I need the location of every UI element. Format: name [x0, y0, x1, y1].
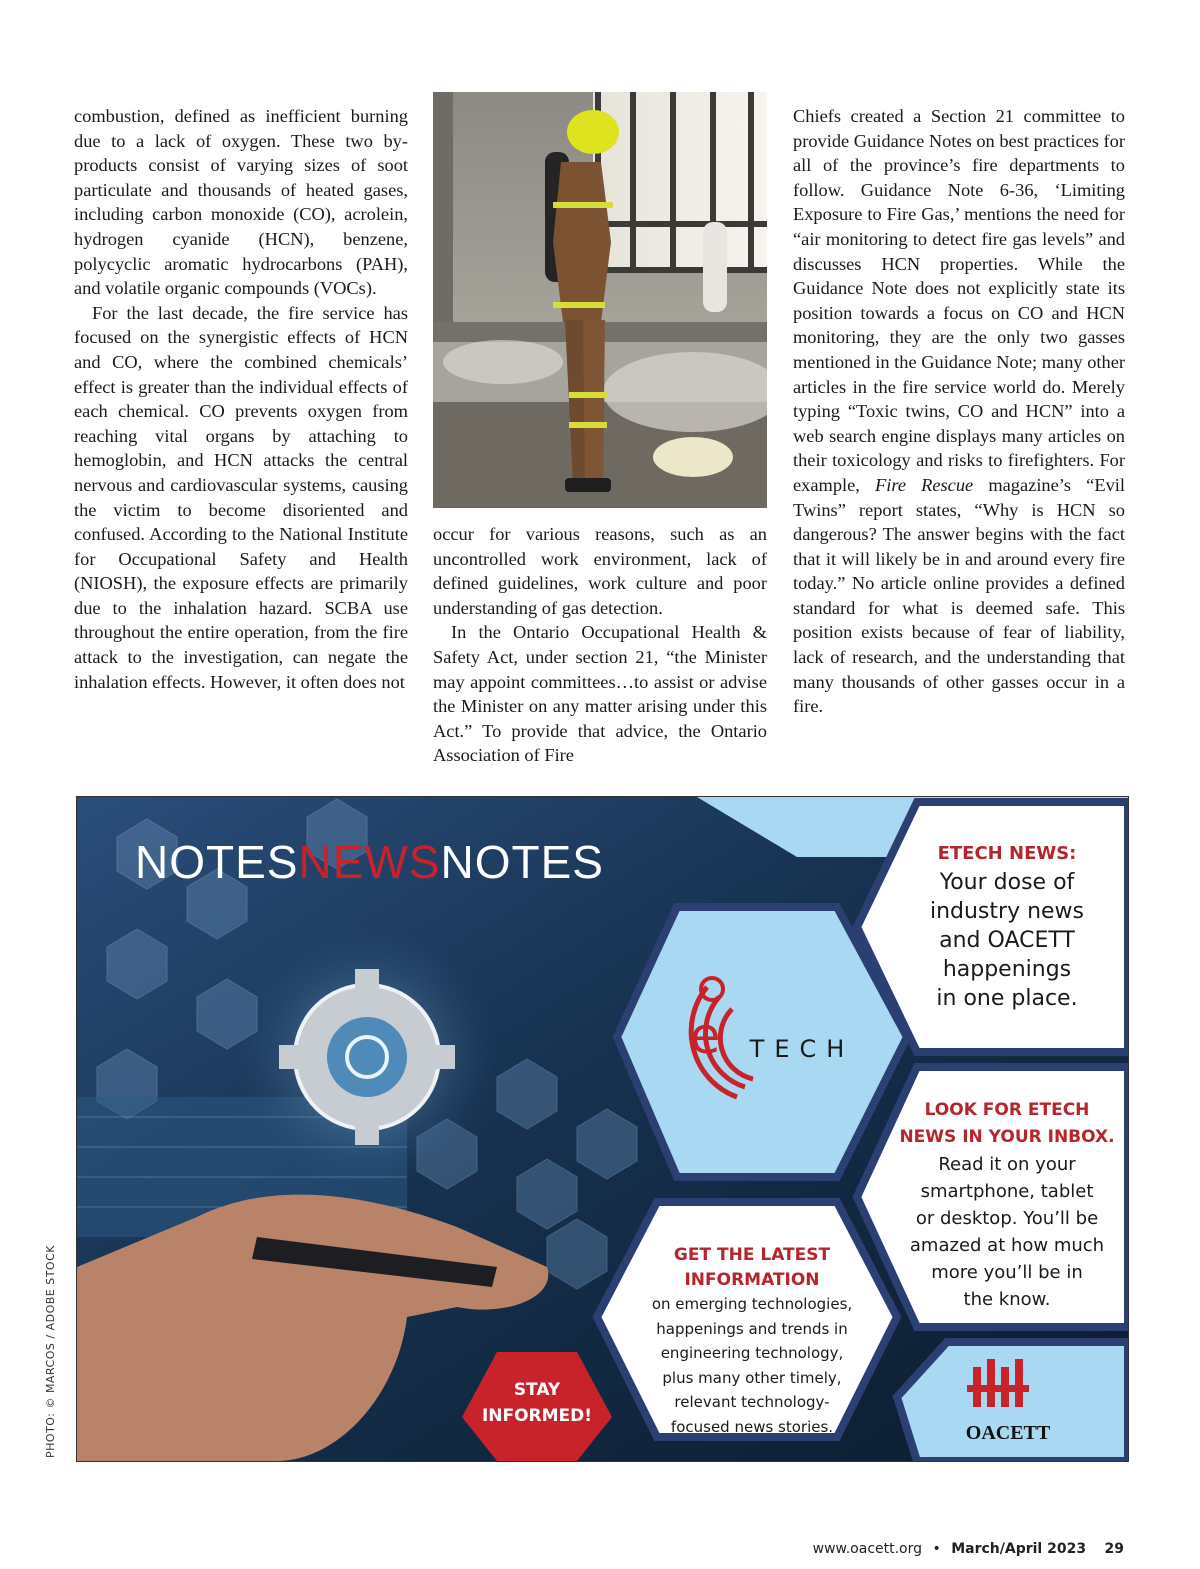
- article-column-1: [74, 104, 408, 694]
- etech-news-title: ETECH NEWS:: [937, 843, 1077, 864]
- latest-line: happenings and trends in: [656, 1319, 848, 1338]
- text-run: magazine’s “Evil Twins” report states, “Why is HCN so dangerous? The answer begins with the fact that it will likely be in and around every fire today.” No article online provides a defined standard for what is deemed safe. This position exists because of fear of liability, lack of research, and the understanding that many thousands of other gasses occur in a fire.: [793, 474, 1125, 717]
- etech-logo-letter: e: [689, 1007, 721, 1065]
- footer-site: www.oacett.org: [812, 1541, 923, 1557]
- firefighter-image: [433, 92, 767, 508]
- photo-credit: PHOTO: © MARCOS / ADOBE STOCK: [44, 1245, 57, 1458]
- stay-informed-badge: [472, 1377, 602, 1429]
- etech-news-line: Your dose of: [939, 870, 1075, 895]
- inbox-line: the know.: [963, 1289, 1051, 1310]
- latest-line: plus many other timely,: [662, 1368, 842, 1387]
- paragraph: combustion, defined as inefficient burning due to a lack of oxygen. These two by-products consist of varying sizes of soot particulate and thousands of heated gases, including carbon monoxide (CO), acrolein, hydrogen cyanide (HCN), benzene, polycyclic aromatic hydrocarbons (PAH), and volatile organic compounds (VOCs).: [74, 106, 408, 299]
- headline-notes: NOTES: [440, 836, 604, 888]
- page-footer: [813, 1541, 1124, 1557]
- text-run: Chiefs created a Section 21 committee to provide Guidance Notes on best practices for all of the province’s fire departments to follow. Guidance Note 6-36, ‘Limiting Exposure to Fire Gas,’ mentions the need for “air monitoring to detect fire gas levels” and discusses HCN properties. While the Guidance Note does not explicitly state its position towards a focus on CO and HCN monitoring, they are the only two gasses mentioned in the Guidance Note; many other articles in the fire service world do. Merely typing “Toxic twins, CO and HCN” into a web search engine displays many articles on their toxicology and risks to firefighters. For example,: [793, 106, 1125, 495]
- etech-news-block: [912, 839, 1102, 1013]
- inbox-line: smartphone, tablet: [920, 1181, 1094, 1202]
- etech-news-line: in one place.: [936, 986, 1078, 1011]
- latest-line: engineering technology,: [660, 1344, 844, 1362]
- latest-line: on emerging technologies,: [651, 1295, 853, 1313]
- inbox-line: Read it on your: [938, 1154, 1076, 1175]
- etech-news-line: industry news: [929, 899, 1085, 924]
- headline-notes: NOTES: [135, 836, 299, 888]
- stay-informed-line: STAY: [513, 1380, 561, 1400]
- latest-line: focused news stories.: [670, 1417, 834, 1436]
- inbox-line: amazed at how much: [909, 1235, 1105, 1256]
- paragraph: For the last decade, the fire service has focused on the synergistic effects of HCN and CO, where the combined chemicals’ effect is greater than the individual effects of each chemical. CO prevents oxygen from reaching vital organs by attaching to hemoglobin, and HCN attacks the central nervous and cardiovascular systems, causing the victim to become disoriented and confused. According to the National Institute for Occupational Safety and Health (NIOSH), the exposure effects are primarily due to the inhalation hazard. SCBA use throughout the entire operation, from the fire attack to the investigation, can negate the inhalation effects. However, it often does not: [74, 302, 408, 692]
- footer-bullet: •: [932, 1541, 941, 1557]
- etech-news-line: happenings: [942, 957, 1072, 982]
- article-column-3: [793, 104, 1125, 719]
- footer-issue: March/April 2023: [951, 1541, 1087, 1557]
- etech-logo-word: TECH: [749, 1035, 855, 1063]
- etech-news-line: and OACETT: [939, 928, 1075, 953]
- paragraph: [793, 104, 1125, 719]
- etech-advertisement: [76, 796, 1129, 1462]
- ad-headline: [135, 835, 604, 889]
- inbox-title-line: NEWS IN YOUR INBOX.: [899, 1127, 1115, 1147]
- latest-info-block: [642, 1243, 862, 1439]
- latest-title-line: GET THE LATEST: [673, 1245, 831, 1265]
- paragraph: occur for various reasons, such as an uncontrolled work environment, lack of defined guidelines, work culture and poor understanding of gas detection.: [433, 524, 767, 618]
- italic-title: Fire Rescue: [875, 474, 974, 495]
- article-column-2: [433, 522, 767, 768]
- stay-informed-line: INFORMED!: [481, 1406, 593, 1426]
- firefighter-photo: [433, 92, 767, 508]
- inbox-block: [897, 1097, 1117, 1313]
- headline-news: NEWS: [298, 836, 441, 888]
- paragraph: In the Ontario Occupational Health & Safety Act, under section 21, “the Minister may appoint committees…to assist or advise the Minister on any matter arising under this Act.” To provide that advice, the Ontario Association of Fire: [433, 622, 767, 766]
- latest-line: relevant technology-: [674, 1393, 830, 1411]
- latest-title-line: INFORMATION: [684, 1269, 820, 1290]
- inbox-title-line: LOOK FOR ETECH: [924, 1100, 1090, 1120]
- inbox-line: or desktop. You’ll be: [915, 1208, 1099, 1229]
- oacett-logo: OACETT: [965, 1422, 1051, 1444]
- inbox-line: more you’ll be in: [931, 1262, 1083, 1283]
- page-number: 29: [1104, 1541, 1124, 1557]
